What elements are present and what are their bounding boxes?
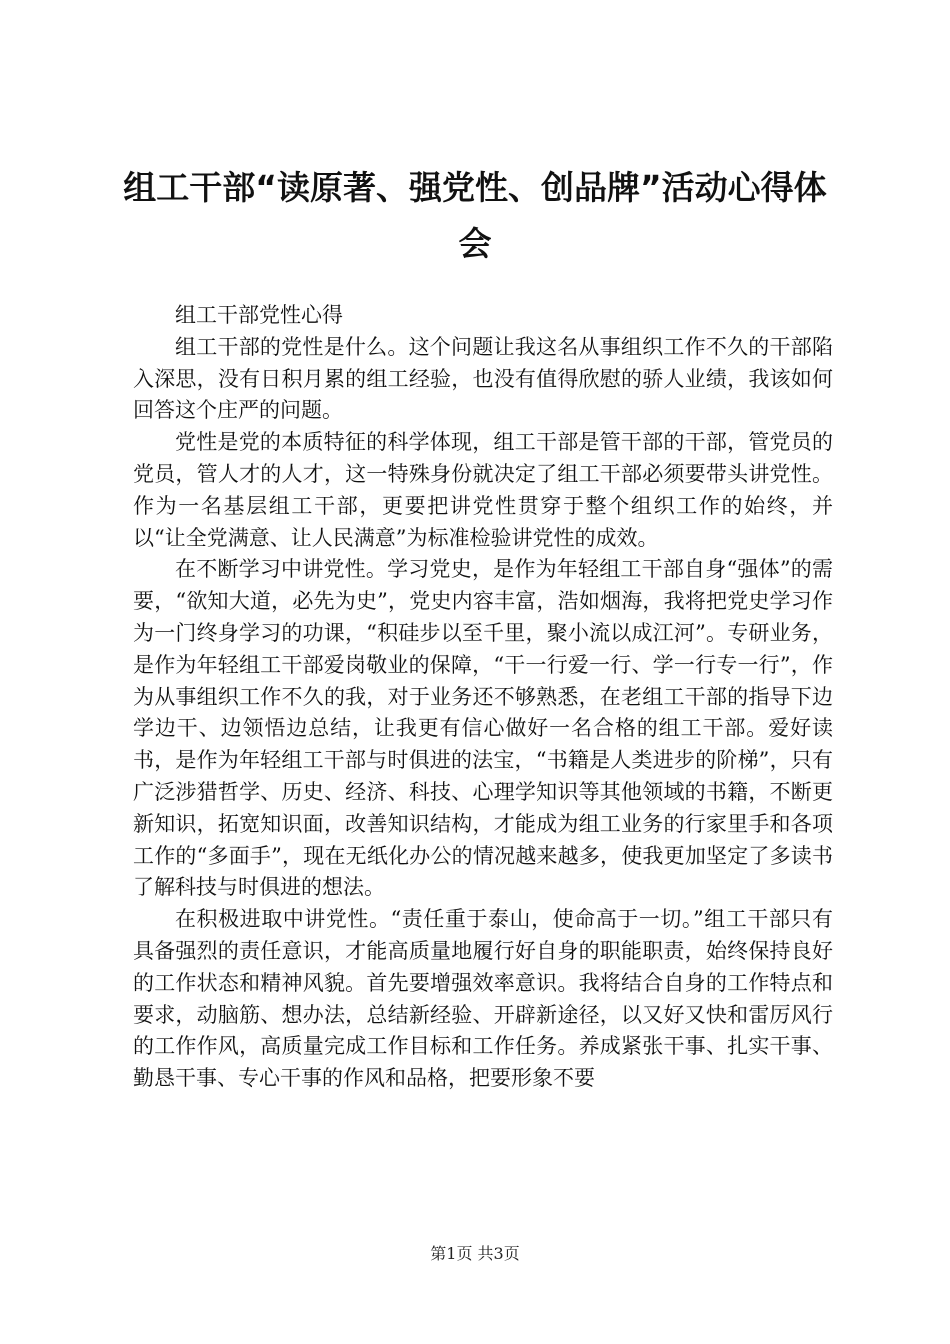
page-number-footer: 第1页 共3页: [430, 1244, 520, 1263]
paragraph: 在不断学习中讲党性。学习党史，是作为年轻组工干部自身“强体”的需要，“欲知大道，必先为史”，党史内容丰富，浩如烟海，我将把党史学习作为一门终身学习的功课，“积硅步以至千里，聚小流以成江河”。专研业务，是作为年轻组工干部爱岗敬业的保障，“干一行爱一行、学一行专一行”，作为从事组织工作不久的我，对于业务还不够熟悉，在老组工干部的指导下边学边干、边领悟边总结，让我更有信心做好一名合格的组工干部。爱好读书，是作为年轻组工干部与时俱进的法宝，“书籍是人类进步的阶梯”，只有广泛涉猎哲学、历史、经济、科技、心理学知识等其他领域的书籍，不断更新知识，拓宽知识面，改善知识结构，才能成为组工业务的行家里手和各项工作的“多面手”，现在无纸化办公的情况越来越多，使我更加坚定了多读书了解科技与时俱进的想法。: [133, 557, 833, 900]
paragraph-subtitle: 组工干部党性心得: [175, 303, 343, 327]
paragraph: 在积极进取中讲党性。“责任重于泰山，使命高于一切。”组工干部只有具备强烈的责任意识，才能高质量地履行好自身的职能职责，始终保持良好的工作状态和精神风貌。首先要增强效率意识。我将结合自身的工作特点和要求，动脑筋、想办法，总结新经验、开辟新途径，以又好又快和雷厉风行的工作作风，高质量完成工作目标和工作任务。养成紧张干事、扎实干事、勤恳干事、专心干事的作风和品格，把要形象不要: [133, 907, 833, 1091]
document-body: [133, 300, 833, 1095]
paragraph: 组工干部的党性是什么。这个问题让我这名从事组织工作不久的干部陷入深思，没有日积月累的组工经验，也没有值得欣慰的骄人业绩，我该如何回答这个庄严的问题。: [133, 334, 833, 423]
document-title: 组工干部“读原著、强党性、创品牌”活动心得体会: [123, 168, 827, 263]
paragraph: 党性是党的本质特征的科学体现，组工干部是管干部的干部，管党员的党员，管人才的人才，这一特殊身份就决定了组工干部必须要带头讲党性。作为一名基层组工干部，更要把讲党性贯穿于整个组织工作的始终，并以“让全党满意、让人民满意”为标准检验讲党性的成效。: [133, 430, 833, 550]
